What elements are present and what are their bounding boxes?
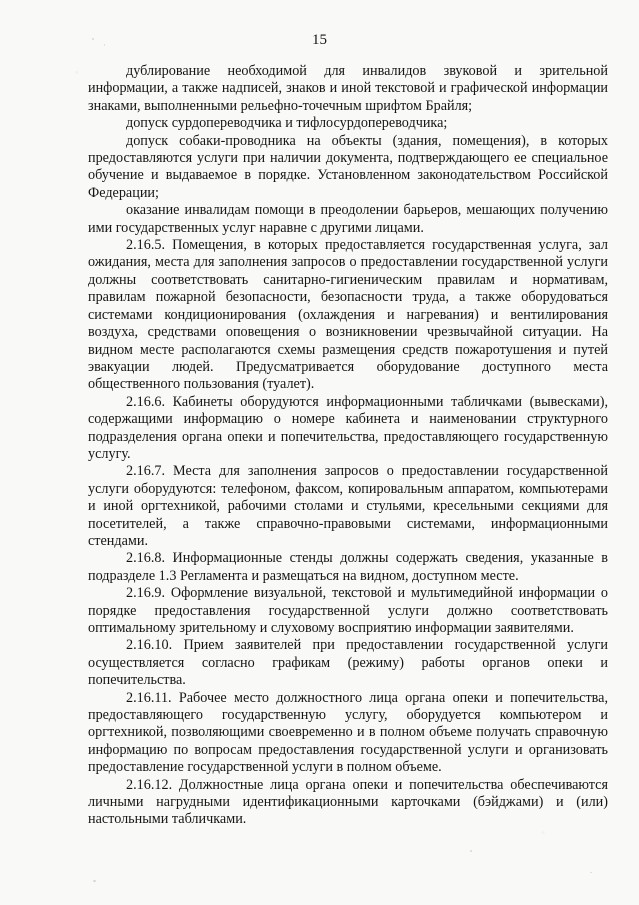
paragraph-2-16-5: 2.16.5. Помещения, в которых предоставляется государственная услуга, зал ожидания, места для заполнения запросов о предоставлении государственной услуги должны соответствовать санитарно-гигиеническим правилам и нормативам, правилам пожарной безопасности, безопасности труда, а также оборудоваться системами кондиционирования (охлаждения и нагревания) и вентилирования воздуха, средствами оповещения о возникновении чрезвычайной ситуации. На видном месте располагаются схемы размещения средств пожаротушения и путей эвакуации людей. Предусматривается оборудование доступного места общественного пользования (туалет). [88, 237, 608, 393]
page-number: 15 [312, 32, 327, 48]
paragraph-2-16-10: 2.16.10. Прием заявителей при предоставлении государственной услуги осуществляется согласно графикам (режиму) работы органов опеки и попечительства. [88, 637, 608, 689]
paragraph-2-16-11: 2.16.11. Рабочее место должностного лица органа опеки и попечительства, предоставляющего государственную услугу, оборудуется компьютером и оргтехникой, позволяющими своевременно и в полном объеме получать справочную информацию по вопросам предоставления государственной услуги и организовать предоставление государственной услуги в полном объеме. [88, 689, 608, 776]
scan-speck [470, 850, 472, 852]
paragraph-2-16-9: 2.16.9. Оформление визуальной, текстовой и мультимедийной информации о порядке предоставления государственной услуги должно соответствовать оптимальному зрительному и слуховому восприятию информации заявителями. [88, 585, 608, 636]
scan-speck [93, 880, 96, 882]
document-body [88, 63, 608, 829]
paragraph-2-16-12: 2.16.12. Должностные лица органа опеки и попечительства обеспечиваются личными нагрудными идентификационными карточками (бэйджами) и (или) настольными табличками. [88, 776, 608, 828]
paragraph-braille: дублирование необходимой для инвалидов звуковой и зрительной информации, а также надписей, знаков и иной текстовой и графической информации знаками, выполненными рельефно-точечным шрифтом Брайля; [88, 63, 608, 114]
paragraph-guide-dog: допуск собаки-проводника на объекты (здания, помещения), в которых предоставляются услуги при наличии документа, подтверждающего ее специальное обучение и выдаваемое в порядке. Установленном законодательством Российской Федерации; [88, 132, 608, 201]
scan-speck [92, 38, 94, 40]
scan-speck [104, 44, 105, 46]
paragraph-2-16-6: 2.16.6. Кабинеты оборудуются информационными табличками (вывесками), содержащими информацию о номере кабинета и наименовании структурного подразделения органа опеки и попечительства, предоставляющего государственную услугу. [88, 393, 608, 462]
paragraph-2-16-8: 2.16.8. Информационные стенды должны содержать сведения, указанные в подразделе 1.3 Регламента и размещаться на видном, доступном месте. [88, 550, 608, 584]
scan-speck [590, 872, 592, 873]
paragraph-2-16-7: 2.16.7. Места для заполнения запросов о предоставлении государственной услуги оборудуются: телефоном, факсом, копировальным аппаратом, компьютерами и иной оргтехникой, рабочими столами и стульями, кресельными секциями для посетителей, а также справочно-правовыми системами, информационными стендами. [88, 463, 608, 549]
paragraph-assistance: оказание инвалидам помощи в преодолении барьеров, мешающих получению ими государственных услуг наравне с другими лицами. [88, 202, 608, 236]
paragraph-sign-interpreter: допуск сурдопереводчика и тифлосурдопереводчика; [126, 115, 448, 132]
